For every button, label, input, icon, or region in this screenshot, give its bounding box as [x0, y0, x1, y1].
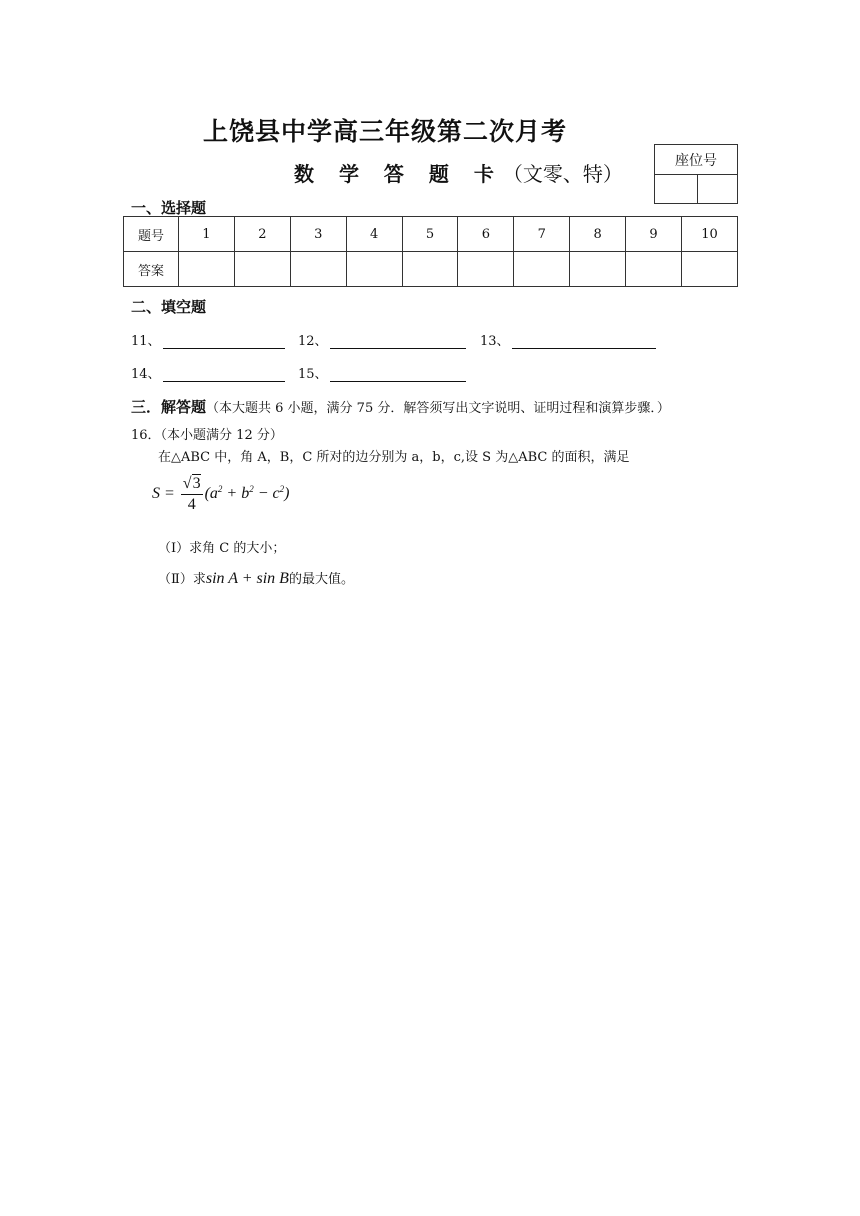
formula-denominator: 4 — [187, 496, 196, 513]
fill-label: 12、 — [298, 334, 328, 349]
answer-cell[interactable] — [290, 252, 346, 287]
answer-cell[interactable] — [234, 252, 290, 287]
solution-heading-note: （本大题共 6 小题，满分 75 分．解答须写出文字说明、证明过程和演算步骤．） — [206, 401, 670, 416]
seat-number-label: 座位号 — [655, 145, 738, 175]
formula-fraction: $\frac{√3}{4}$ — [182, 475, 201, 513]
fill-label: 11、 — [131, 334, 161, 349]
question-16-text: 在△ABC 中，角 A，B，C 所对的边分别为 a，b，c,设 S 为△ABC 的面积，满足 — [158, 450, 630, 465]
question-number: 2 — [234, 217, 290, 252]
row-label-question: 题号 — [124, 217, 179, 252]
answer-cell[interactable] — [346, 252, 402, 287]
answer-cell[interactable] — [570, 252, 626, 287]
seat-number-cell[interactable] — [698, 175, 738, 204]
fill-item-15 — [298, 363, 466, 382]
formula-close: ) — [284, 485, 290, 503]
fill-label: 14、 — [131, 367, 161, 382]
exam-subtitle — [294, 158, 623, 187]
section-fill-heading: 二、填空题 — [131, 298, 207, 316]
question-number-row — [124, 217, 738, 252]
fill-item-11 — [131, 330, 285, 349]
formula-lhs: S = — [152, 485, 175, 503]
section-choice-heading: 一、选择题 — [131, 199, 207, 217]
question-number: 6 — [458, 217, 514, 252]
formula-a: (a — [204, 485, 218, 503]
subtitle-main: 数 学 答 题 卡 — [294, 162, 503, 186]
part2-prefix: （Ⅱ）求 — [158, 572, 206, 587]
part2-suffix: 的最大值。 — [288, 572, 354, 587]
question-number: 4 — [346, 217, 402, 252]
question-number: 3 — [290, 217, 346, 252]
fill-blank-11[interactable] — [163, 334, 285, 349]
answer-cell[interactable] — [402, 252, 458, 287]
answer-cell[interactable] — [179, 252, 235, 287]
formula-sqrt-arg: 3 — [192, 475, 201, 492]
solution-heading-label: 三．解答题 — [131, 398, 207, 416]
question-number: 5 — [402, 217, 458, 252]
choice-answer-table — [123, 216, 738, 287]
fill-blank-13[interactable] — [512, 334, 656, 349]
fill-item-13 — [480, 330, 656, 349]
fill-blank-15[interactable] — [330, 367, 466, 382]
section-solution-heading — [131, 396, 670, 417]
fill-item-12 — [298, 330, 466, 349]
fill-label: 15、 — [298, 367, 328, 382]
question-16-part-2 — [158, 568, 354, 588]
fill-blank-12[interactable] — [330, 334, 466, 349]
fill-label: 13、 — [480, 334, 510, 349]
question-number: 9 — [626, 217, 682, 252]
question-number: 1 — [179, 217, 235, 252]
question-number: 8 — [570, 217, 626, 252]
formula-exp: 2 — [217, 483, 223, 494]
area-formula — [152, 474, 289, 515]
question-16-part-1: （Ⅰ）求角 C 的大小； — [158, 541, 286, 556]
question-number: 7 — [514, 217, 570, 252]
question-number: 10 — [682, 217, 738, 252]
formula-exp: 2 — [279, 483, 285, 494]
answer-cell[interactable] — [458, 252, 514, 287]
question-16-label: 16．（本小题满分 12 分） — [131, 428, 283, 443]
fill-blank-14[interactable] — [163, 367, 285, 382]
seat-number-cell[interactable] — [655, 175, 698, 204]
answer-cell[interactable] — [514, 252, 570, 287]
formula-b: + b — [222, 485, 250, 503]
row-label-answer: 答案 — [124, 252, 179, 287]
answer-cell[interactable] — [682, 252, 738, 287]
formula-exp: 2 — [249, 483, 254, 494]
part2-math: sin A + sin B — [205, 570, 289, 587]
answer-row — [124, 252, 738, 287]
fill-item-14 — [131, 363, 285, 382]
subtitle-paren: （文零、特） — [502, 162, 623, 186]
exam-title: 上饶县中学高三年级第二次月考 — [203, 117, 568, 146]
formula-c: − c — [253, 485, 280, 503]
seat-number-box — [654, 144, 738, 204]
answer-cell[interactable] — [626, 252, 682, 287]
